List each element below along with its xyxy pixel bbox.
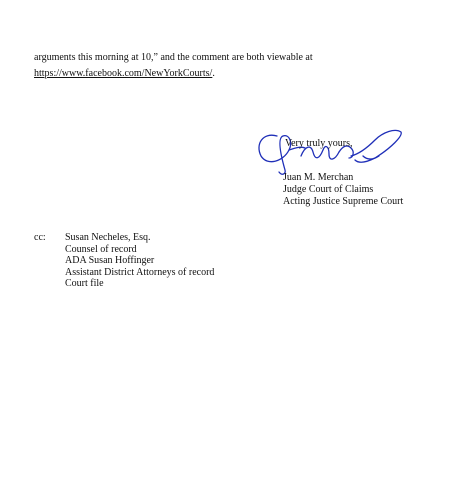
closing-line: Very truly yours, <box>285 138 353 149</box>
signer-name: Juan M. Merchan <box>283 172 354 183</box>
cc-recipient: Susan Necheles, Esq. <box>65 232 151 243</box>
body-text: arguments this morning at 10,” and the comment are both viewable at <box>34 52 313 63</box>
cc-recipient: Court file <box>65 278 104 289</box>
facebook-link[interactable]: https://www.facebook.com/NewYorkCourts/ <box>34 68 213 79</box>
cc-recipient: Counsel of record <box>65 243 137 255</box>
cc-recipient: Assistant District Attorneys of record <box>65 266 215 278</box>
body-text-line <box>34 52 313 64</box>
link-suffix: . <box>212 68 215 79</box>
body-text-line <box>34 68 215 80</box>
signer-title: Acting Justice Supreme Court <box>283 196 404 207</box>
cc-recipient: ADA Susan Hoffinger <box>65 255 155 266</box>
cc-recipient-list <box>65 232 214 290</box>
signer-title: Judge Court of Claims <box>283 184 374 195</box>
cc-label: cc: <box>34 232 46 243</box>
handwritten-signature <box>255 126 405 178</box>
